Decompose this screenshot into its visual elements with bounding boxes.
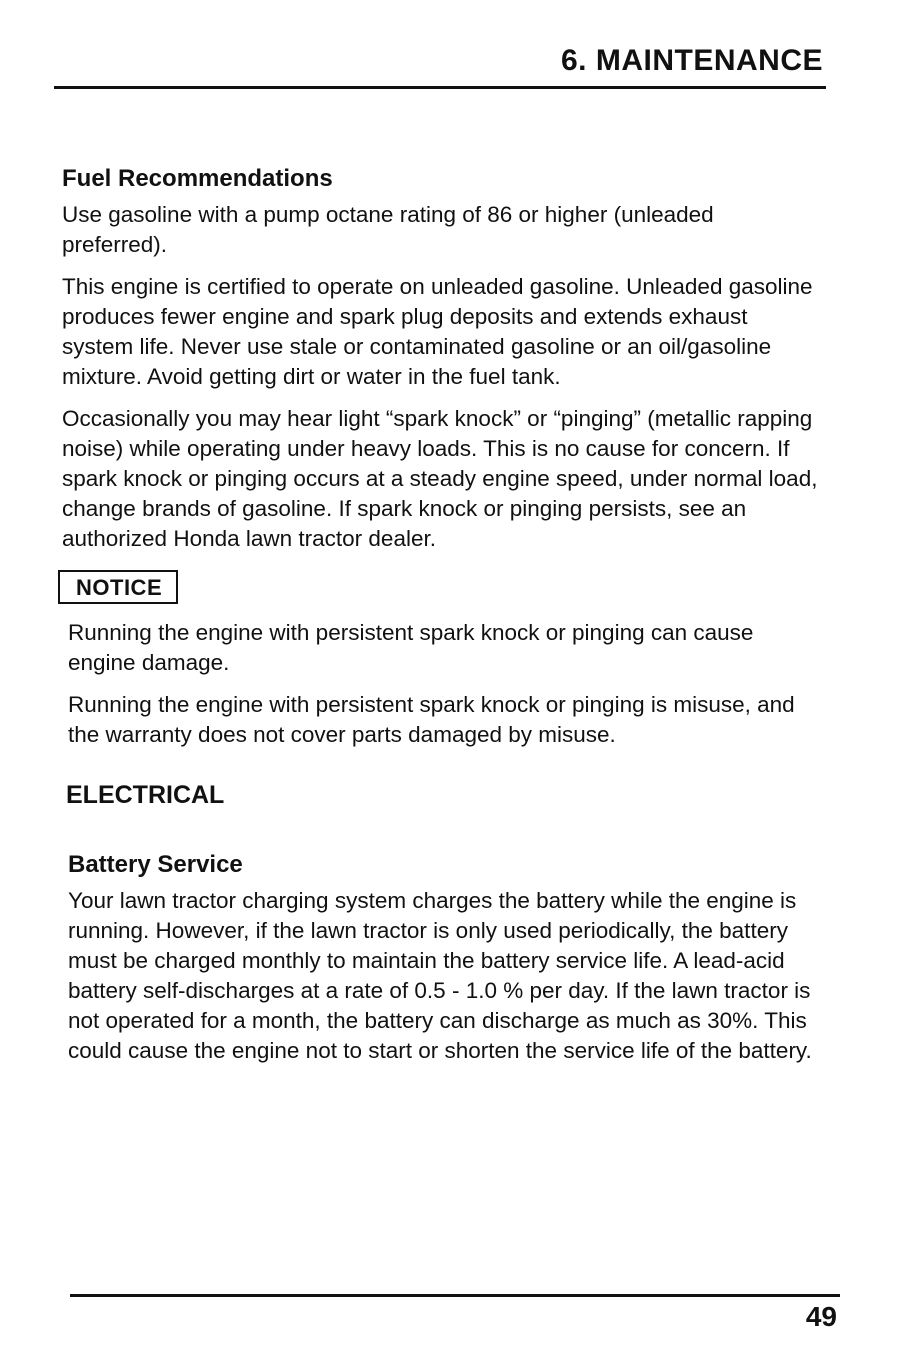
footer-rule — [70, 1294, 840, 1297]
section-title: 6. MAINTENANCE — [560, 44, 823, 77]
fuel-paragraph-octane: Use gasoline with a pump octane rating of 86 or higher (unleaded preferred). — [62, 202, 714, 257]
fuel-recommendations-heading: Fuel Recommendations — [62, 165, 333, 192]
battery-service-paragraph: Your lawn tractor charging system charges the battery while the engine is running. However, if the lawn tractor is only used periodically, the battery must be charged monthly to maintain the battery service life. A lead-acid battery self-discharges at a rate of 0.5 - 1.0 % per day. If the lawn tractor is not operated for a month, the battery can discharge as much as 30%. This could cause the engine not to start or shorten the service life of the battery. — [68, 888, 812, 1063]
electrical-heading: ELECTRICAL — [66, 781, 225, 809]
notice-paragraph-misuse: Running the engine with persistent spark knock or pinging is misuse, and the warranty does not cover parts damaged by misuse. — [68, 692, 795, 747]
notice-label: NOTICE — [58, 570, 178, 604]
battery-service-heading: Battery Service — [68, 851, 243, 878]
fuel-paragraph-spark-knock: Occasionally you may hear light “spark knock” or “pinging” (metallic rapping noise) while operating under heavy loads. This is no cause for concern. If spark knock or pinging occurs at a steady engine speed, under normal load, change brands of gasoline. If spark knock or pinging persists, see an authorized Honda lawn tractor dealer. — [62, 406, 818, 551]
notice-paragraph-damage: Running the engine with persistent spark knock or pinging can cause engine damage. — [68, 620, 754, 675]
fuel-paragraph-unleaded: This engine is certified to operate on unleaded gasoline. Unleaded gasoline produces fewer engine and spark plug deposits and extends exhaust system life. Never use stale or contaminated gasoline or an oil/gasoline mixture. Avoid getting dirt or water in the fuel tank. — [62, 274, 813, 389]
page-number: 49 — [805, 1301, 837, 1332]
header-rule — [54, 86, 826, 89]
page-content — [62, 164, 824, 1078]
